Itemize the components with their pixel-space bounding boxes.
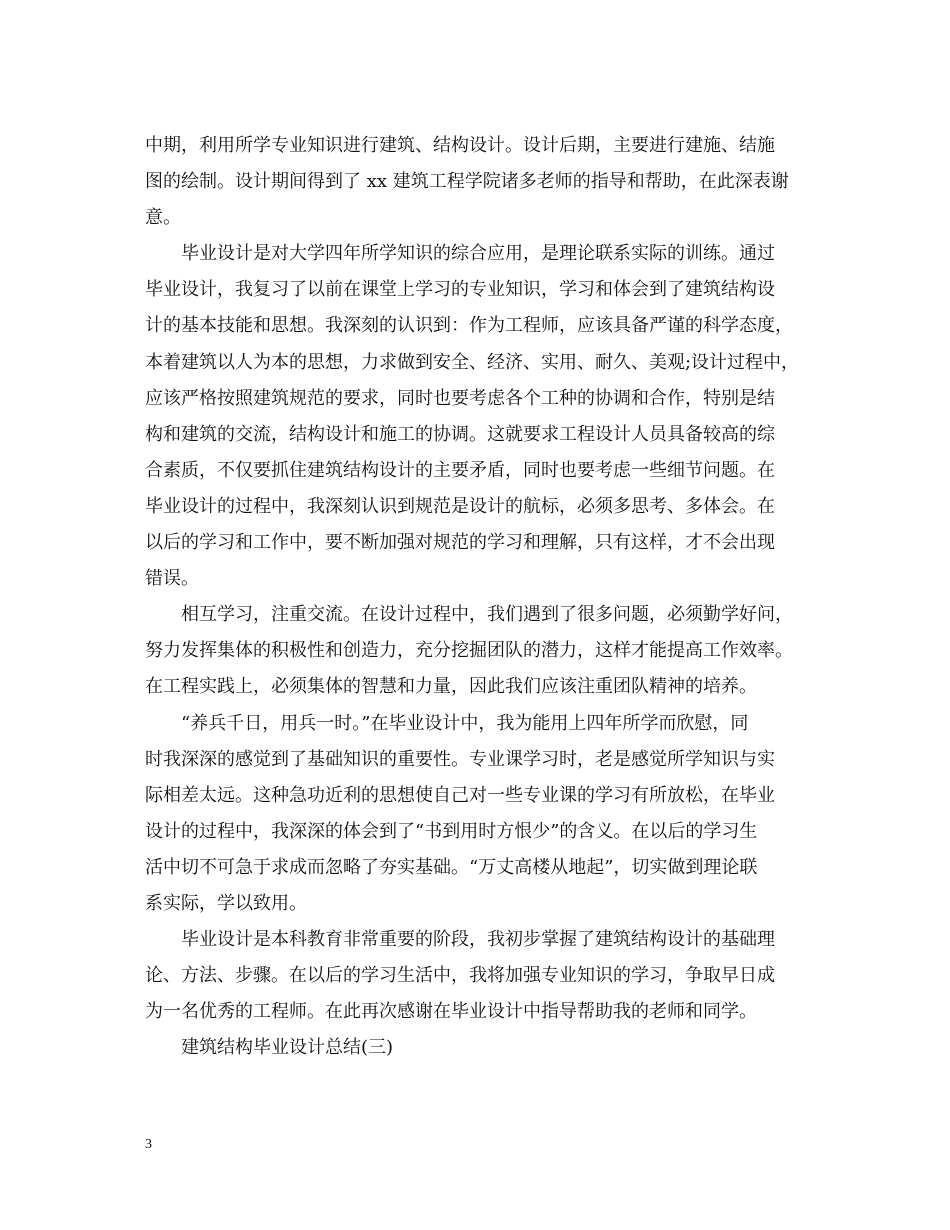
text-line: 努力发挥集体的积极性和创造力，充分挖掘团队的潜力，这样才能提高工作效率。 <box>145 640 793 662</box>
text-line: 应该严格按照建筑规范的要求，同时也要考虑各个工种的协调和合作，特别是结 <box>145 387 775 409</box>
text-line: 本着建筑以人为本的思想，力求做到安全、经济、实用、耐久、美观;设计过程中， <box>145 351 800 373</box>
text-line: 为一名优秀的工程师。在此再次感谢在毕业设计中指导帮助我的老师和同学。 <box>145 1001 757 1023</box>
text-line: 毕业设计的过程中，我深刻认识到规范是设计的航标，必须多思考、多体会。在 <box>145 495 775 517</box>
text-line: 毕业设计，我复习了以前在课堂上学习的专业知识，学习和体会到了建筑结构设 <box>145 279 775 301</box>
text-line: 错误。 <box>145 568 199 590</box>
text-line: 时我深深的感觉到了基础知识的重要性。专业课学习时，老是感觉所学知识与实 <box>145 748 775 770</box>
text-line: 设计的过程中，我深深的体会到了“书到用时方恨少”的含义。在以后的学习生 <box>145 820 758 842</box>
text-line: 系实际，学以致用。 <box>145 892 307 914</box>
paragraph-start-line: “养兵千日，用兵一时。”在毕业设计中，我为能用上四年所学而欣慰，同 <box>181 712 749 734</box>
paragraph-start-line: 毕业设计是本科教育非常重要的阶段，我初步掌握了建筑结构设计的基础理 <box>181 929 775 951</box>
text-line: 构和建筑的交流，结构设计和施工的协调。这就要求工程设计人员具备较高的综 <box>145 423 775 445</box>
text-line: 际相差太远。这种急功近利的思想使自己对一些专业课的学习有所放松，在毕业 <box>145 784 775 806</box>
text-line: 合素质，不仅要抓住建筑结构设计的主要矛盾，同时也要考虑一些细节问题。在 <box>145 459 775 481</box>
paragraph-start-line: 毕业设计是对大学四年所学知识的综合应用，是理论联系实际的训练。通过 <box>181 243 775 265</box>
text-line: 论、方法、步骤。在以后的学习生活中，我将加强专业知识的学习，争取早日成 <box>145 965 775 987</box>
section-heading: 建筑结构毕业设计总结(三) <box>181 1037 394 1059</box>
text-line: 活中切不可急于求成而忽略了夯实基础。“万丈高楼从地起”，切实做到理论联 <box>145 856 758 878</box>
text-line: 以后的学习和工作中，要不断加强对规范的学习和理解，只有这样，才不会出现 <box>145 532 775 554</box>
text-line: 图的绘制。设计期间得到了 xx 建筑工程学院诸多老师的指导和帮助，在此深表谢 <box>145 171 789 193</box>
text-line: 中期，利用所学专业知识进行建筑、结构设计。设计后期，主要进行建施、结施 <box>145 135 775 156</box>
text-line: 在工程实践上，必须集体的智慧和力量，因此我们应该注重团队精神的培养。 <box>145 676 757 698</box>
text-line: 意。 <box>145 207 181 229</box>
page-number: 3 <box>145 1137 152 1152</box>
text-line: 计的基本技能和思想。我深刻的认识到：作为工程师，应该具备严谨的科学态度， <box>145 315 793 337</box>
paragraph-start-line: 相互学习，注重交流。在设计过程中，我们遇到了很多问题，必须勤学好问， <box>181 604 793 626</box>
body-text <box>145 128 805 1066</box>
